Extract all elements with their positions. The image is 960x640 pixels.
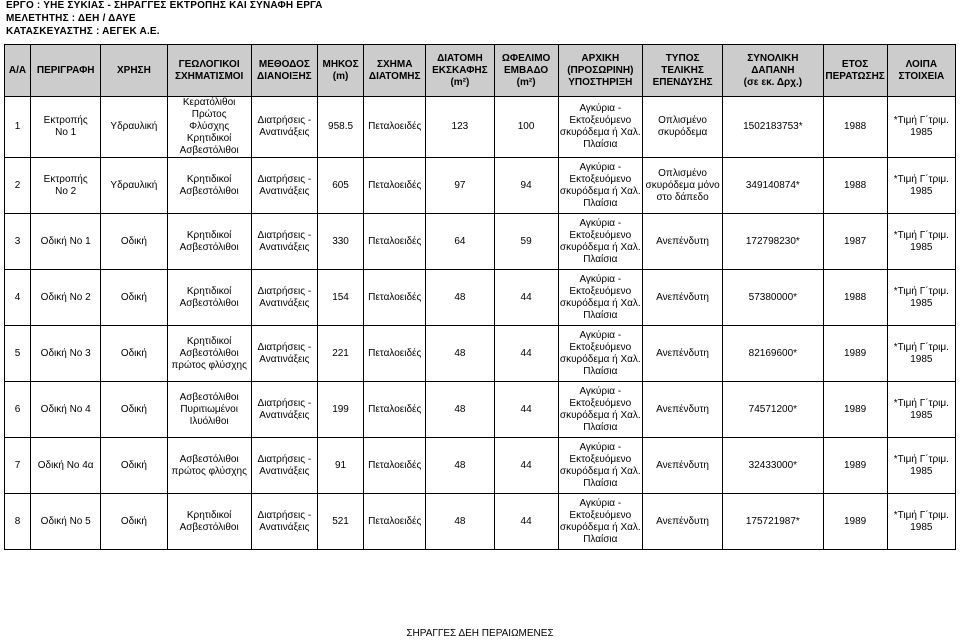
other-info-cell: *Τιμή Γ΄τριμ. 1985 [887, 438, 955, 494]
table-row [5, 494, 956, 550]
usage-cell: Οδική [101, 326, 167, 382]
useful-area-cell: 44 [494, 270, 558, 326]
col-header: ΑΡΧΙΚΗ (ΠΡΟΣΩΡΙΝΗ) ΥΠΟΣΤΗΡΙΞΗ [558, 45, 642, 97]
usage-cell: Οδική [101, 494, 167, 550]
initial-support-cell: Αγκύρια - Εκτοξευόμενο σκυρόδεμα ή Χαλ. Πλαίσια [558, 438, 642, 494]
completion-year-cell: 1988 [823, 97, 887, 158]
description-cell: Εκτροπής Νο 1 [31, 97, 101, 158]
length-cell: 154 [317, 270, 363, 326]
row-number-cell: 8 [5, 494, 31, 550]
row-number-cell: 6 [5, 382, 31, 438]
initial-support-cell: Αγκύρια - Εκτοξευόμενο σκυρόδεμα ή Χαλ. Πλαίσια [558, 214, 642, 270]
length-cell: 605 [317, 158, 363, 214]
total-cost-cell: 175721987* [723, 494, 823, 550]
completion-year-cell: 1989 [823, 438, 887, 494]
cross-section-shape-cell: Πεταλοειδές [364, 270, 426, 326]
excavation-area-cell: 48 [426, 382, 494, 438]
row-number-cell: 3 [5, 214, 31, 270]
completion-year-cell: 1989 [823, 382, 887, 438]
table-row [5, 97, 956, 158]
usage-cell: Υδραυλική [101, 97, 167, 158]
other-info-cell: *Τιμή Γ΄τριμ. 1985 [887, 382, 955, 438]
cross-section-shape-cell: Πεταλοειδές [364, 214, 426, 270]
total-cost-cell: 1502183753* [723, 97, 823, 158]
other-info-cell: *Τιμή Γ΄τριμ. 1985 [887, 158, 955, 214]
length-cell: 199 [317, 382, 363, 438]
initial-support-cell: Αγκύρια - Εκτοξευόμενο σκυρόδεμα ή Χαλ. Πλαίσια [558, 382, 642, 438]
length-cell: 958.5 [317, 97, 363, 158]
page-footer: ΣΗΡΑΓΓΕΣ ΔΕΗ ΠΕΡΑΙΩΜΕΝΕΣ [406, 628, 554, 639]
description-cell: Οδική Νο 3 [31, 326, 101, 382]
completion-year-cell: 1987 [823, 214, 887, 270]
usage-cell: Οδική [101, 270, 167, 326]
useful-area-cell: 94 [494, 158, 558, 214]
table-row [5, 214, 956, 270]
geology-cell: Ασβεστόλιθοι πρώτος φλύσχης [167, 438, 251, 494]
initial-support-cell: Αγκύρια - Εκτοξευόμενο σκυρόδεμα ή Χαλ. Πλαίσια [558, 326, 642, 382]
table-row [5, 158, 956, 214]
length-cell: 330 [317, 214, 363, 270]
cross-section-shape-cell: Πεταλοειδές [364, 382, 426, 438]
excavation-method-cell: Διατρήσεις - Ανατινάξεις [251, 270, 317, 326]
total-cost-cell: 32433000* [723, 438, 823, 494]
useful-area-cell: 44 [494, 494, 558, 550]
col-header: ΤΥΠΟΣ ΤΕΛΙΚΗΣ ΕΠΕΝΔΥΣΗΣ [642, 45, 722, 97]
cross-section-shape-cell: Πεταλοειδές [364, 438, 426, 494]
cross-section-shape-cell: Πεταλοειδές [364, 158, 426, 214]
col-header: ΣΧΗΜΑ ΔΙΑΤΟΜΗΣ [364, 45, 426, 97]
total-cost-cell: 82169600* [723, 326, 823, 382]
usage-cell: Οδική [101, 438, 167, 494]
col-header: ΣΥΝΟΛΙΚΗ ΔΑΠΑΝΗ (σε εκ. Δρχ.) [723, 45, 823, 97]
other-info-cell: *Τιμή Γ΄τριμ. 1985 [887, 97, 955, 158]
row-number-cell: 7 [5, 438, 31, 494]
description-cell: Οδική Νο 2 [31, 270, 101, 326]
table-row [5, 270, 956, 326]
table-row [5, 438, 956, 494]
excavation-method-cell: Διατρήσεις - Ανατινάξεις [251, 326, 317, 382]
useful-area-cell: 44 [494, 438, 558, 494]
final-lining-type-cell: Ανεπένδυτη [642, 270, 722, 326]
row-number-cell: 4 [5, 270, 31, 326]
cross-section-shape-cell: Πεταλοειδές [364, 97, 426, 158]
col-header: Α/Α [5, 45, 31, 97]
col-header: ΔΙΑΤΟΜΗ ΕΚΣΚΑΦΗΣ (m²) [426, 45, 494, 97]
length-cell: 221 [317, 326, 363, 382]
table-row [5, 326, 956, 382]
row-number-cell: 1 [5, 97, 31, 158]
total-cost-cell: 349140874* [723, 158, 823, 214]
geology-cell: Κρητιδικοί Ασβεστόλιθοι [167, 494, 251, 550]
col-header: ΩΦΕΛΙΜΟ ΕΜΒΑΔΟ (m²) [494, 45, 558, 97]
completion-year-cell: 1988 [823, 158, 887, 214]
excavation-method-cell: Διατρήσεις - Ανατινάξεις [251, 97, 317, 158]
initial-support-cell: Αγκύρια - Εκτοξευόμενο σκυρόδεμα ή Χαλ. Πλαίσια [558, 494, 642, 550]
final-lining-type-cell: Οπλισμένο σκυρόδεμα [642, 97, 722, 158]
description-cell: Οδική Νο 4 [31, 382, 101, 438]
initial-support-cell: Αγκύρια - Εκτοξευόμενο σκυρόδεμα ή Χαλ. Πλαίσια [558, 97, 642, 158]
geology-cell: Κρητιδικοί Ασβεστόλιθοι [167, 158, 251, 214]
other-info-cell: *Τιμή Γ΄τριμ. 1985 [887, 326, 955, 382]
final-lining-type-cell: Ανεπένδυτη [642, 326, 722, 382]
completion-year-cell: 1989 [823, 494, 887, 550]
excavation-method-cell: Διατρήσεις - Ανατινάξεις [251, 158, 317, 214]
excavation-area-cell: 48 [426, 270, 494, 326]
cross-section-shape-cell: Πεταλοειδές [364, 326, 426, 382]
usage-cell: Οδική [101, 382, 167, 438]
other-info-cell: *Τιμή Γ΄τριμ. 1985 [887, 270, 955, 326]
initial-support-cell: Αγκύρια - Εκτοξευόμενο σκυρόδεμα ή Χαλ. Πλαίσια [558, 158, 642, 214]
total-cost-cell: 172798230* [723, 214, 823, 270]
excavation-area-cell: 48 [426, 326, 494, 382]
col-header: ΧΡΗΣΗ [101, 45, 167, 97]
length-cell: 91 [317, 438, 363, 494]
project-title: ΕΡΓΟ : ΥΗΕ ΣΥΚΙΑΣ - ΣΗΡΑΓΓΕΣ ΕΚΤΡΟΠΗΣ ΚΑΙ ΣΥΝΑΦΗ ΕΡΓΑ [6, 0, 323, 11]
col-header: ΜΗΚΟΣ (m) [317, 45, 363, 97]
header-row [5, 45, 956, 97]
total-cost-cell: 57380000* [723, 270, 823, 326]
row-number-cell: 2 [5, 158, 31, 214]
usage-cell: Οδική [101, 214, 167, 270]
excavation-area-cell: 123 [426, 97, 494, 158]
completion-year-cell: 1989 [823, 326, 887, 382]
other-info-cell: *Τιμή Γ΄τριμ. 1985 [887, 214, 955, 270]
other-info-cell: *Τιμή Γ΄τριμ. 1985 [887, 494, 955, 550]
excavation-area-cell: 48 [426, 438, 494, 494]
contractor-line: ΚΑΤΑΣΚΕΥΑΣΤΗΣ : ΑΕΓΕΚ Α.Ε. [6, 26, 160, 37]
col-header: ΕΤΟΣ ΠΕΡΑΤΩΣΗΣ [823, 45, 887, 97]
excavation-method-cell: Διατρήσεις - Ανατινάξεις [251, 494, 317, 550]
geology-cell: Κρητιδικοί Ασβεστόλιθοι [167, 270, 251, 326]
geology-cell: Ασβεστόλιθοι Πυριτιωμένοι Ιλυόλιθοι [167, 382, 251, 438]
useful-area-cell: 59 [494, 214, 558, 270]
usage-cell: Υδραυλική [101, 158, 167, 214]
description-cell: Οδική Νο 4α [31, 438, 101, 494]
useful-area-cell: 44 [494, 326, 558, 382]
table-row [5, 382, 956, 438]
useful-area-cell: 100 [494, 97, 558, 158]
excavation-method-cell: Διατρήσεις - Ανατινάξεις [251, 214, 317, 270]
col-header: ΛΟΙΠΑ ΣΤΟΙΧΕΙΑ [887, 45, 955, 97]
excavation-method-cell: Διατρήσεις - Ανατινάξεις [251, 438, 317, 494]
description-cell: Οδική Νο 1 [31, 214, 101, 270]
excavation-area-cell: 48 [426, 494, 494, 550]
row-number-cell: 5 [5, 326, 31, 382]
completion-year-cell: 1988 [823, 270, 887, 326]
total-cost-cell: 74571200* [723, 382, 823, 438]
tunnels-table [4, 44, 956, 550]
excavation-method-cell: Διατρήσεις - Ανατινάξεις [251, 382, 317, 438]
initial-support-cell: Αγκύρια - Εκτοξευόμενο σκυρόδεμα ή Χαλ. Πλαίσια [558, 270, 642, 326]
geology-cell: Κερατόλιθοι Πρώτος Φλύσχης Κρητιδικοί Ασβεστόλιθοι [167, 97, 251, 158]
geology-cell: Κρητιδικοί Ασβεστόλιθοι [167, 214, 251, 270]
useful-area-cell: 44 [494, 382, 558, 438]
col-header: ΜΕΘΟΔΟΣ ΔΙΑΝΟΙΞΗΣ [251, 45, 317, 97]
description-cell: Οδική Νο 5 [31, 494, 101, 550]
cross-section-shape-cell: Πεταλοειδές [364, 494, 426, 550]
description-cell: Εκτροπής Νο 2 [31, 158, 101, 214]
excavation-area-cell: 64 [426, 214, 494, 270]
final-lining-type-cell: Οπλισμένο σκυρόδεμα μόνο στο δάπεδο [642, 158, 722, 214]
col-header: ΓΕΩΛΟΓΙΚΟΙ ΣΧΗΜΑΤΙΣΜΟΙ [167, 45, 251, 97]
final-lining-type-cell: Ανεπένδυτη [642, 494, 722, 550]
final-lining-type-cell: Ανεπένδυτη [642, 214, 722, 270]
final-lining-type-cell: Ανεπένδυτη [642, 382, 722, 438]
excavation-area-cell: 97 [426, 158, 494, 214]
final-lining-type-cell: Ανεπένδυτη [642, 438, 722, 494]
length-cell: 521 [317, 494, 363, 550]
col-header: ΠΕΡΙΓΡΑΦΗ [31, 45, 101, 97]
designer-line: ΜΕΛΕΤΗΤΗΣ : ΔΕΗ / ΔΑΥΕ [6, 13, 136, 24]
geology-cell: Κρητιδικοί Ασβεστόλιθοι πρώτος φλύσχης [167, 326, 251, 382]
